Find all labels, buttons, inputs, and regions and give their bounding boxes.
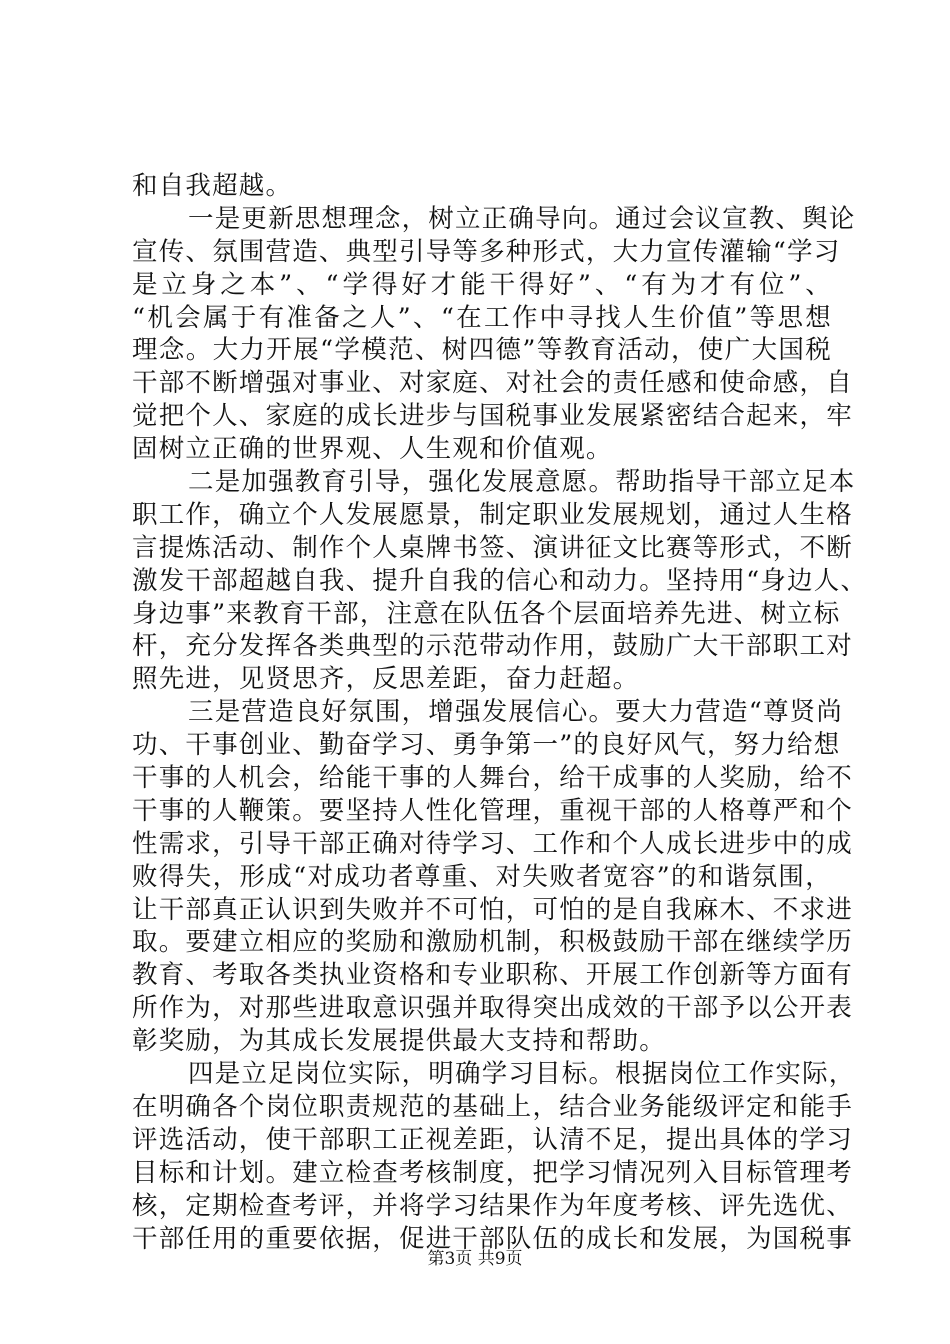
text-line: 败得失，形成“对成功者尊重、对失败者宽容”的和谐氛围，	[132, 861, 832, 892]
text-line: 教育、考取各类执业资格和专业职称、开展工作创新等方面有	[132, 960, 853, 991]
text-line: 照先进，见贤思齐，反思差距，奋力赶超。	[132, 664, 640, 695]
text-line: 目标和计划。建立检查考核制度，把学习情况列入目标管理考	[132, 1157, 853, 1188]
text-line: 让干部真正认识到失败并不可怕，可怕的是自我麻木、不求进	[132, 894, 853, 925]
text-line: 固树立正确的世界观、人生观和价值观。	[132, 434, 613, 465]
text-line: 干事的人鞭策。要坚持人性化管理，重视干部的人格尊严和个	[132, 795, 853, 826]
text-line: 杆，充分发挥各类典型的示范带动作用，鼓励广大干部职工对	[132, 631, 853, 662]
text-line: 评选活动，使干部职工正视差距，认清不足，提出具体的学习	[132, 1124, 853, 1155]
text-line: 核，定期检查考评，并将学习结果作为年度考核、评先选优、	[132, 1190, 853, 1221]
text-line: 二是加强教育引导，强化发展意愿。帮助指导干部立足本	[188, 467, 856, 498]
text-line: 四是立足岗位实际，明确学习目标。根据岗位工作实际，	[188, 1059, 856, 1090]
text-line: 理念。大力开展“学模范、树四德”等教育活动，使广大国税	[132, 335, 832, 366]
text-line: “机会属于有准备之人”、“在工作中寻找人生价值”等思想	[132, 302, 832, 333]
text-line: 激发干部超越自我、提升自我的信心和动力。坚持用“身边人、	[132, 565, 868, 596]
text-line: 职工作，确立个人发展愿景，制定职业发展规划，通过人生格	[132, 499, 853, 530]
text-line: 性需求，引导干部正确对待学习、工作和个人成长进步中的成	[132, 828, 853, 859]
text-line: 彰奖励，为其成长发展提供最大支持和帮助。	[132, 1026, 667, 1057]
text-line: 言提炼活动、制作个人桌牌书签、演讲征文比赛等形式，不断	[132, 532, 853, 563]
text-line: 干部任用的重要依据，促进干部队伍的成长和发展，为国税事	[132, 1223, 853, 1254]
text-line: 干事的人机会，给能干事的人舞台，给干成事的人奖励，给不	[132, 763, 853, 794]
text-line: 觉把个人、家庭的成长进步与国税事业发展紧密结合起来，牢	[132, 401, 853, 432]
text-line: 三是营造良好氛围，增强发展信心。要大力营造“尊贤尚	[188, 697, 844, 728]
text-line: 功、干事创业、勤奋学习、勇争第一”的良好风气，努力给想	[132, 730, 841, 761]
text-line: 所作为，对那些进取意识强并取得突出成效的干部予以公开表	[132, 993, 853, 1024]
text-line: 在明确各个岗位职责规范的基础上，结合业务能级评定和能手	[132, 1091, 853, 1122]
text-line: 是立身之本”、“学得好才能干得好”、“有为才有位”、	[132, 269, 832, 300]
text-line: 干部不断增强对事业、对家庭、对社会的责任感和使命感，自	[132, 368, 853, 399]
document-body	[132, 170, 868, 1255]
text-line: 取。要建立相应的奖励和激励机制，积极鼓励干部在继续学历	[132, 927, 853, 958]
page-footer: 第3页 共9页	[427, 1249, 523, 1269]
text-line: 和自我超越。	[132, 171, 293, 201]
text-line: 身边事”来教育干部，注意在队伍各个层面培养先进、树立标	[132, 598, 841, 629]
text-line: 宣传、氛围营造、典型引导等多种形式，大力宣传灌输“学习	[132, 236, 841, 267]
text-line: 一是更新思想理念，树立正确导向。通过会议宣教、舆论	[188, 203, 856, 234]
